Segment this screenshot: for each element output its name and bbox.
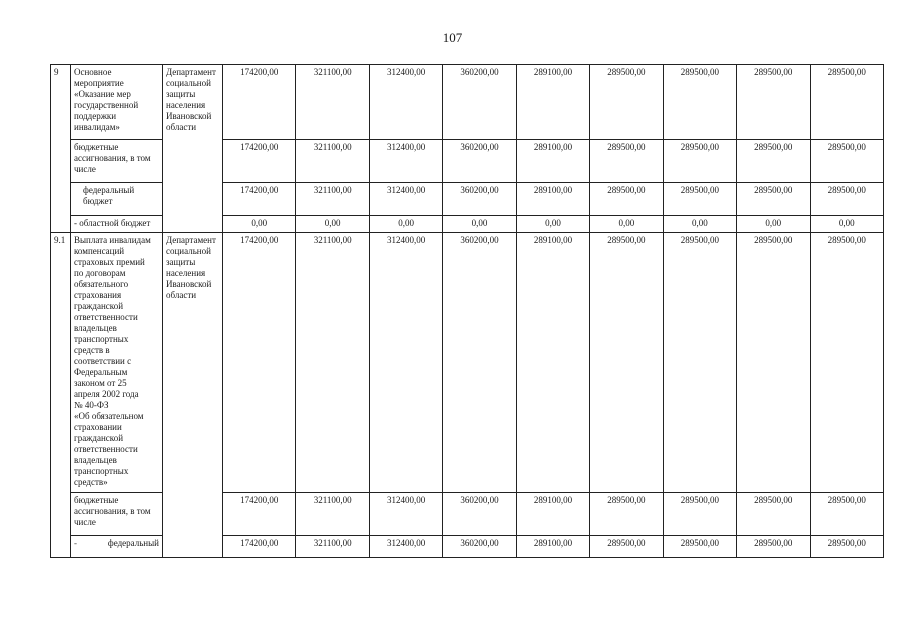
value-cell: 289500,00 xyxy=(737,65,810,140)
value-cell: 289100,00 xyxy=(516,183,589,216)
text-line: социальной xyxy=(166,78,211,88)
value-cell: 289500,00 xyxy=(590,536,663,558)
text-line: Основное xyxy=(74,67,112,77)
text-line: гражданской xyxy=(74,301,124,311)
value-cell: 0,00 xyxy=(810,216,884,233)
text-line: бюджетные xyxy=(74,142,119,152)
value-cell: 312400,00 xyxy=(369,233,442,493)
value-cell: 289500,00 xyxy=(590,140,663,183)
value-cell: 0,00 xyxy=(296,216,369,233)
text-line: обязательного xyxy=(74,279,129,289)
text-line: владельцев xyxy=(74,323,117,333)
value-cell: 360200,00 xyxy=(443,183,516,216)
executor-lines xyxy=(166,235,219,301)
executor-lines xyxy=(166,67,219,133)
value-cell: 289500,00 xyxy=(810,140,884,183)
activity-name-lines xyxy=(74,67,159,133)
table-row-9-1 xyxy=(51,233,884,493)
text-line: Ивановской xyxy=(166,279,212,289)
value-cell: 174200,00 xyxy=(223,183,296,216)
value-cell: 289500,00 xyxy=(737,183,810,216)
text-line: Федеральным xyxy=(74,367,128,377)
budget-table xyxy=(50,64,884,558)
value-cell: 174200,00 xyxy=(223,65,296,140)
text-line: населения xyxy=(166,100,206,110)
row-number: 9 xyxy=(51,65,71,233)
value-cell: 360200,00 xyxy=(443,140,516,183)
text-line: Выплата инвалидам xyxy=(74,235,151,245)
text-line: области xyxy=(166,122,197,132)
value-cell: 289500,00 xyxy=(590,183,663,216)
text-line: федеральный xyxy=(83,185,135,195)
value-cell: 289500,00 xyxy=(663,536,736,558)
value-cell: 0,00 xyxy=(443,216,516,233)
text-line: ответственности xyxy=(74,312,138,322)
federal-label-lines xyxy=(83,185,159,207)
text-line: бюджетные xyxy=(74,495,119,505)
text-line: мероприятие xyxy=(74,78,124,88)
value-cell: 360200,00 xyxy=(443,493,516,536)
text-line: «Об обязательном xyxy=(74,411,144,421)
value-cell: 312400,00 xyxy=(369,536,442,558)
activity-name-cell xyxy=(71,233,163,493)
text-line: ассигнования, в том xyxy=(74,153,151,163)
value-cell: 312400,00 xyxy=(369,183,442,216)
value-cell: 360200,00 xyxy=(443,233,516,493)
value-cell: 289500,00 xyxy=(737,140,810,183)
executor-cell xyxy=(163,233,223,558)
text-line: Департамент xyxy=(166,67,216,77)
text-line: транспортных xyxy=(74,466,129,476)
value-cell: 174200,00 xyxy=(223,233,296,493)
text-line: числе xyxy=(74,517,96,527)
value-cell: 0,00 xyxy=(737,216,810,233)
row-number: 9.1 xyxy=(51,233,71,558)
value-cell: 360200,00 xyxy=(443,65,516,140)
text-line: соответствии с xyxy=(74,356,132,366)
value-cell: 289100,00 xyxy=(516,493,589,536)
text-line: числе xyxy=(74,164,96,174)
text-line: ответственности xyxy=(74,444,138,454)
text-line: по договорам xyxy=(74,268,126,278)
value-cell: 289500,00 xyxy=(663,233,736,493)
value-cell: 289500,00 xyxy=(590,233,663,493)
value-cell: 0,00 xyxy=(663,216,736,233)
federal-label: федеральный xyxy=(107,538,159,548)
table-row-9 xyxy=(51,65,884,140)
value-cell: 289500,00 xyxy=(663,65,736,140)
value-cell: 289500,00 xyxy=(737,493,810,536)
text-line: защиты xyxy=(166,89,196,99)
value-cell: 289100,00 xyxy=(516,233,589,493)
text-line: Департамент xyxy=(166,235,216,245)
value-cell: 289500,00 xyxy=(810,536,884,558)
text-line: бюджет xyxy=(83,196,113,206)
text-line: страховых премий xyxy=(74,257,145,267)
text-line: страхования xyxy=(74,290,122,300)
page-number: 107 xyxy=(442,30,463,45)
federal-label-cell xyxy=(71,183,163,216)
value-cell: 0,00 xyxy=(516,216,589,233)
federal-dash: - xyxy=(74,538,77,548)
value-cell: 289100,00 xyxy=(516,140,589,183)
text-line: государственной xyxy=(74,100,139,110)
value-cell: 321100,00 xyxy=(296,65,369,140)
activity-name-lines xyxy=(74,235,159,488)
executor-cell xyxy=(163,65,223,233)
value-cell: 289100,00 xyxy=(516,65,589,140)
federal-label-cell xyxy=(71,536,163,558)
value-cell: 289500,00 xyxy=(663,140,736,183)
value-cell: 174200,00 xyxy=(223,493,296,536)
value-cell: 321100,00 xyxy=(296,183,369,216)
value-cell: 289500,00 xyxy=(663,183,736,216)
text-line: законом от 25 xyxy=(74,378,127,388)
value-cell: 312400,00 xyxy=(369,65,442,140)
value-cell: 0,00 xyxy=(369,216,442,233)
text-line: Ивановской xyxy=(166,111,212,121)
text-line: страховании xyxy=(74,422,122,432)
value-cell: 289500,00 xyxy=(810,65,884,140)
regional-label: - областной бюджет xyxy=(71,216,163,233)
text-line: гражданской xyxy=(74,433,124,443)
value-cell: 0,00 xyxy=(223,216,296,233)
value-cell: 312400,00 xyxy=(369,140,442,183)
value-cell: 174200,00 xyxy=(223,536,296,558)
value-cell: 312400,00 xyxy=(369,493,442,536)
text-line: компенсаций xyxy=(74,246,125,256)
text-line: «Оказание мер xyxy=(74,89,131,99)
value-cell: 289500,00 xyxy=(737,536,810,558)
text-line: транспортных xyxy=(74,334,129,344)
budget-label-cell xyxy=(71,140,163,183)
text-line: инвалидам» xyxy=(74,122,120,132)
budget-label-cell xyxy=(71,493,163,536)
value-cell: 321100,00 xyxy=(296,140,369,183)
value-cell: 289500,00 xyxy=(810,183,884,216)
text-line: владельцев xyxy=(74,455,117,465)
text-line: средств» xyxy=(74,477,108,487)
budget-label-lines xyxy=(74,142,159,175)
value-cell: 321100,00 xyxy=(296,536,369,558)
value-cell: 289500,00 xyxy=(810,233,884,493)
value-cell: 289500,00 xyxy=(663,493,736,536)
text-line: № 40-ФЗ xyxy=(74,400,109,410)
text-line: защиты xyxy=(166,257,196,267)
value-cell: 289500,00 xyxy=(810,493,884,536)
value-cell: 289500,00 xyxy=(590,65,663,140)
value-cell: 321100,00 xyxy=(296,233,369,493)
value-cell: 360200,00 xyxy=(443,536,516,558)
value-cell: 289100,00 xyxy=(516,536,589,558)
value-cell: 321100,00 xyxy=(296,493,369,536)
activity-name-cell xyxy=(71,65,163,140)
value-cell: 174200,00 xyxy=(223,140,296,183)
value-cell: 0,00 xyxy=(590,216,663,233)
text-line: социальной xyxy=(166,246,211,256)
value-cell: 289500,00 xyxy=(590,493,663,536)
text-line: ассигнования, в том xyxy=(74,506,151,516)
text-line: средств в xyxy=(74,345,110,355)
text-line: апреля 2002 года xyxy=(74,389,139,399)
budget-label-lines xyxy=(74,495,159,528)
value-cell: 289500,00 xyxy=(737,233,810,493)
text-line: области xyxy=(166,290,197,300)
text-line: населения xyxy=(166,268,206,278)
text-line: поддержки xyxy=(74,111,117,121)
